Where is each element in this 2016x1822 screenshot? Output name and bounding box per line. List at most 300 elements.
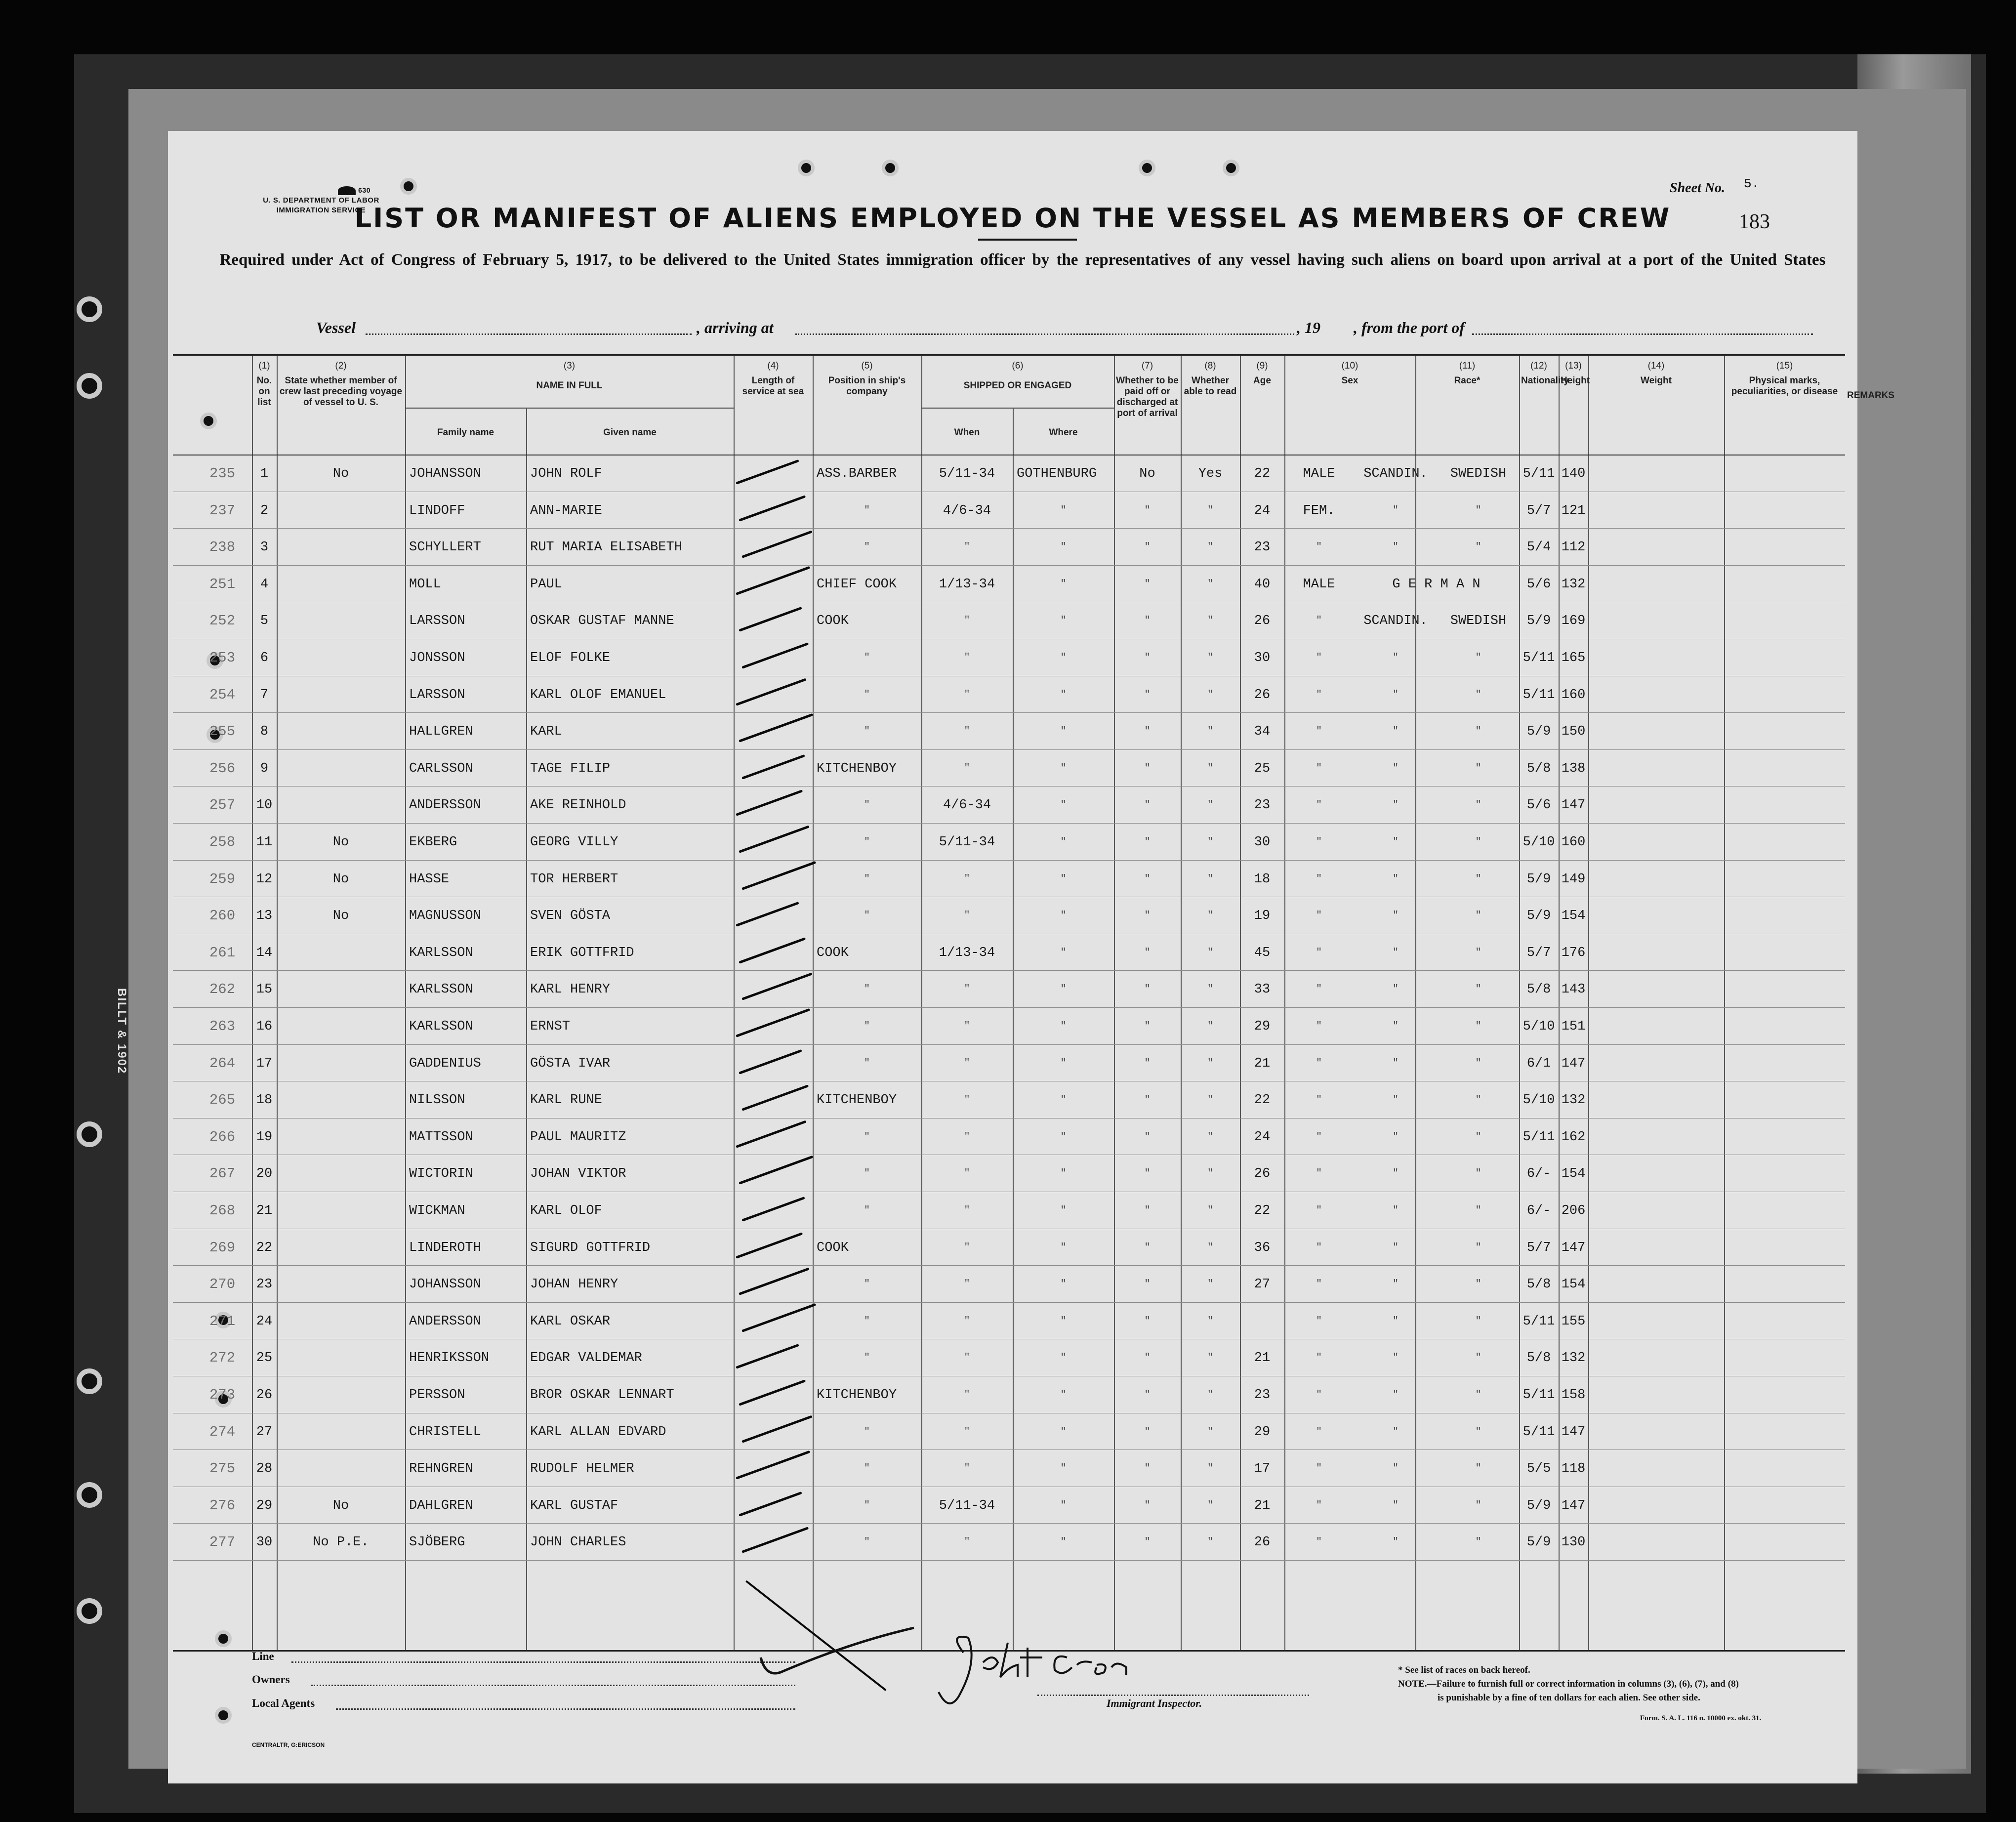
local-agents-label: Local Agents [252,1697,315,1709]
column-number: (14) [1647,361,1665,371]
weight: 154 [1561,1166,1586,1182]
sex: " [1316,873,1322,885]
weight: 165 [1561,651,1586,665]
nationality: " [1475,799,1481,811]
nationality: " [1475,947,1481,958]
punch-hole [882,160,899,176]
able-to-read: " [1207,1094,1213,1106]
vessel-label: Vessel [316,319,356,336]
shipped-when: 4/6-34 [943,503,991,518]
row-number: 6 [260,651,269,665]
sex: " [1316,541,1322,553]
row-divider [173,1449,1845,1450]
shipped-where: " [1060,836,1067,848]
row-ink-number: 277 [209,1534,236,1551]
sex: " [1316,1131,1322,1143]
able-to-read: " [1207,1426,1213,1438]
row-number: 2 [260,503,269,518]
able-to-read: " [1207,1021,1213,1032]
service-check-mark [741,531,813,558]
age: 22 [1254,1203,1271,1218]
paid-off: " [1144,689,1151,701]
weight: 132 [1561,577,1586,592]
age: 22 [1254,466,1271,481]
weight: 118 [1561,1461,1586,1477]
row-ink-number: 258 [209,834,236,850]
port-field[interactable] [1472,333,1813,335]
row-divider [173,1044,1845,1045]
position: " [864,689,870,701]
family-name: ANDERSSON [409,1314,481,1329]
weight: 147 [1561,798,1586,813]
weight: 132 [1561,1351,1586,1366]
row-number: 15 [256,982,273,997]
race: " [1392,1389,1399,1401]
given-name: KARL GUSTAF [530,1498,618,1513]
paid-off: " [1144,1242,1151,1253]
height: 5/6 [1526,577,1551,592]
sheet-label: Sheet No. [1670,180,1725,196]
given-name: EDGAR VALDEMAR [530,1351,642,1366]
race: " [1392,873,1399,885]
race: " [1392,947,1399,958]
position: " [864,1057,870,1069]
nationality: " [1475,1279,1481,1290]
position: " [864,1168,870,1180]
race: " [1392,1021,1399,1032]
given-name: GÖSTA IVAR [530,1056,611,1071]
nationality: " [1475,504,1481,516]
row-ink-number: 256 [209,760,236,777]
position: " [864,1021,870,1032]
shipped-when: " [964,541,970,553]
given-name: JOHN ROLF [530,466,602,481]
paid-off: " [1144,578,1151,590]
given-name: KARL OLOF EMANUEL [530,687,666,703]
position: COOK [817,1240,849,1255]
nationality: " [1475,1426,1481,1438]
sex: " [1316,1057,1322,1069]
form-number: 630 [358,186,370,194]
service-check-mark [741,754,805,780]
row-divider [173,1265,1845,1266]
owners-label: Owners [252,1673,290,1686]
header-divider [173,455,1845,456]
paid-off: " [1144,504,1151,516]
age: 22 [1254,1093,1271,1108]
weight: 155 [1561,1314,1586,1329]
shipped-when: " [964,1279,970,1290]
service-check-mark [739,826,810,853]
height: 5/7 [1526,945,1551,960]
line-field[interactable] [291,1661,795,1663]
height: 5/9 [1526,909,1551,924]
row-number: 17 [256,1056,273,1071]
age: 26 [1254,1166,1271,1182]
sex: " [1316,615,1322,627]
races-note: * See list of races on back hereof. [1398,1665,1530,1675]
position: " [864,504,870,516]
paid-off: " [1144,1021,1151,1032]
subcolumn-header: Where [1049,427,1078,438]
weight: 132 [1561,1093,1586,1108]
paid-off: " [1144,1389,1151,1401]
row-ink-number: 257 [209,797,236,814]
column-number: (11) [1459,361,1476,371]
height: 5/11 [1522,1314,1555,1329]
able-to-read: " [1207,1205,1213,1216]
row-number: 25 [256,1351,273,1366]
sex: " [1316,1463,1322,1475]
race: " [1392,1352,1399,1364]
previous-voyage: No [332,871,349,887]
column-header: Age [1253,375,1271,386]
given-name: JOHN CHARLES [530,1535,626,1550]
race: " [1392,799,1399,811]
column-number: (2) [335,361,347,371]
owners-field[interactable] [311,1685,795,1686]
shipped-where: " [1060,615,1067,627]
row-divider [173,970,1845,971]
height: 5/6 [1526,798,1551,813]
given-name: BROR OSKAR LENNART [530,1388,674,1403]
able-to-read: " [1207,1352,1213,1364]
race: " [1392,1131,1399,1143]
height: 5/9 [1526,1535,1551,1550]
row-divider [173,860,1845,861]
nationality: " [1475,1389,1481,1401]
shipped-when: " [964,1057,970,1069]
paid-off: " [1144,1315,1151,1327]
sex: " [1316,689,1322,701]
row-ink-number: 255 [209,723,236,740]
arriving-field[interactable] [795,333,1294,335]
weight: 160 [1561,687,1586,703]
family-name: KARLSSON [409,945,473,960]
paid-off: " [1144,1463,1151,1475]
service-check-mark [741,1197,805,1222]
shipped-when: " [964,1168,970,1180]
race: " [1392,726,1399,738]
service-check-mark [736,790,803,817]
nationality: " [1475,1242,1481,1253]
column-header: Race* [1454,375,1481,386]
row-number: 18 [256,1093,273,1108]
family-name: CARLSSON [409,761,473,776]
column-divider [277,356,278,1650]
shipped-when: 5/11-34 [939,466,995,481]
given-name: ERIK GOTTFRID [530,945,634,960]
shipped-when: 1/13-34 [939,577,995,592]
age: 30 [1254,835,1271,850]
agency-name: U. S. DEPARTMENT OF LABOR [263,196,379,205]
shipped-where: " [1060,1205,1067,1216]
previous-voyage: No [332,909,349,924]
paid-off: " [1144,762,1151,774]
family-name: JOHANSSON [409,1277,481,1292]
race: " [1392,1463,1399,1475]
manifest-page [168,131,1895,1783]
page-title: LIST OR MANIFEST OF ALIENS EMPLOYED ON THE VESSEL AS MEMBERS OF CREW [354,203,1671,234]
age: 30 [1254,651,1271,665]
row-divider [173,528,1845,529]
shipped-where: " [1060,504,1067,516]
side-stamp: BILLT & 1902 [115,988,128,1075]
row-number: 24 [256,1314,273,1329]
sex: " [1316,1021,1322,1032]
line-label: Line [252,1650,274,1662]
row-number: 22 [256,1240,273,1255]
shipped-when: " [964,1536,970,1548]
shipped-when: 4/6-34 [943,798,991,813]
sex: " [1316,1352,1322,1364]
row-number: 7 [260,687,269,703]
age: 26 [1254,614,1271,629]
sex: " [1316,1168,1322,1180]
footer-notes [1398,1663,1843,1705]
shipped-where: " [1060,689,1067,701]
given-name: KARL OSKAR [530,1314,611,1329]
binder-hole [77,373,102,399]
given-name: GEORG VILLY [530,835,618,850]
column-number: (4) [767,361,779,371]
height: 5/9 [1526,724,1551,740]
race: " [1392,1426,1399,1438]
column-divider [405,356,406,1650]
paid-off: " [1144,1499,1151,1511]
sex: " [1316,1389,1322,1401]
able-to-read: " [1207,1463,1213,1475]
row-ink-number: 275 [209,1460,236,1477]
able-to-read: " [1207,1131,1213,1143]
shipped-when: 5/11-34 [939,1498,995,1513]
nationality: SWEDISH [1450,466,1507,481]
paid-off: " [1144,1536,1151,1548]
paid-off: " [1144,799,1151,811]
previous-voyage: No P.E. [313,1535,369,1550]
shipped-where: " [1060,1426,1067,1438]
position: " [864,726,870,738]
given-name: OSKAR GUSTAF MANNE [530,614,674,629]
family-name: LINDOFF [409,503,465,518]
shipped-where: " [1060,1021,1067,1032]
column-number: (13) [1565,361,1582,371]
height: 5/7 [1526,503,1551,518]
paid-off: " [1144,910,1151,922]
race: " [1392,1205,1399,1216]
family-name: HASSE [409,871,450,887]
weight: 151 [1561,1019,1586,1034]
row-divider [173,823,1845,824]
column-number: (5) [861,361,873,371]
paid-off: " [1144,873,1151,885]
row-number: 12 [256,871,273,887]
able-to-read: " [1207,799,1213,811]
shipped-when: " [964,910,970,922]
column-number: (9) [1256,361,1268,371]
position: " [864,1536,870,1548]
subcolumn-header: Family name [437,427,494,438]
family-name: MATTSSON [409,1129,473,1145]
shipped-when: " [964,652,970,663]
position: " [864,1499,870,1511]
shipped-when: 1/13-34 [939,945,995,960]
nationality: " [1475,762,1481,774]
weight: 154 [1561,1277,1586,1292]
position: " [864,873,870,885]
inspector-signature [751,1623,1344,1722]
row-ink-number: 270 [209,1276,236,1293]
penalty-note-cont: is punishable by a fine of ten dollars for each alien. See other side. [1438,1693,1700,1703]
height: 6/- [1526,1166,1551,1182]
given-name: KARL HENRY [530,982,611,997]
form-code: Form. S. A. L. 116 n. 10000 ex. okt. 31. [1640,1714,1762,1722]
binder-hole [77,1482,102,1508]
given-name: RUT MARIA ELISABETH [530,540,682,555]
service-check-mark [736,1232,803,1259]
service-check-mark [736,902,799,927]
subcolumn-header: When [954,427,980,438]
shipped-when: " [964,1205,970,1216]
row-number: 19 [256,1129,273,1145]
shipped-where: " [1060,910,1067,922]
penalty-note: NOTE.—Failure to furnish full or correct information in columns (3), (6), (7), and (8) [1398,1679,1739,1689]
row-number: 16 [256,1019,273,1034]
weight: 149 [1561,871,1586,887]
service-check-mark [736,566,810,595]
able-to-read: " [1207,1536,1213,1548]
row-divider [173,1302,1845,1303]
nationality: " [1475,689,1481,701]
row-ink-number: 259 [209,870,236,887]
family-name: WICTORIN [409,1166,473,1182]
shipped-when: " [964,762,970,774]
nationality: " [1475,1021,1481,1032]
shipped-where: " [1060,1315,1067,1327]
row-ink-number: 274 [209,1423,236,1440]
service-check-mark [736,1450,810,1480]
row-divider [173,786,1845,787]
able-to-read: Yes [1198,466,1223,481]
weight: 147 [1561,1240,1586,1255]
height: 5/9 [1526,614,1551,629]
position: CHIEF COOK [817,577,897,592]
position: KITCHENBOY [817,1093,897,1108]
service-check-mark [741,1303,816,1332]
given-name: PAUL [530,577,562,592]
race: " [1392,1057,1399,1069]
shipped-where: " [1060,1242,1067,1253]
family-name: CHRISTELL [409,1424,481,1440]
able-to-read: " [1207,984,1213,995]
service-check-mark [741,1084,809,1111]
service-check-mark [741,1527,809,1554]
row-ink-number: 272 [209,1350,236,1366]
family-name: MOLL [409,577,441,592]
given-name: KARL RUNE [530,1093,602,1108]
age: 36 [1254,1240,1271,1255]
weight: 206 [1561,1203,1586,1218]
weight: 158 [1561,1388,1586,1403]
service-check-mark [739,607,802,632]
shipped-when: " [964,984,970,995]
sex: " [1316,1094,1322,1106]
title-underline [978,239,1077,241]
age: 17 [1254,1461,1271,1477]
nationality: " [1475,541,1481,553]
given-name: KARL ALLAN EDVARD [530,1424,666,1440]
vessel-field[interactable] [366,333,692,335]
nationality: " [1475,652,1481,663]
age: 26 [1254,687,1271,703]
row-divider [173,1560,1845,1561]
paid-off: " [1144,615,1151,627]
height: 5/10 [1522,1019,1555,1034]
paid-off: " [1144,1168,1151,1180]
column-header: Whether to be paid off or discharged at port of arrival [1116,375,1179,418]
weight: 140 [1561,466,1586,481]
family-name: GADDENIUS [409,1056,481,1071]
column-header: Sex [1341,375,1358,386]
able-to-read: " [1207,689,1213,701]
sex: " [1316,1536,1322,1548]
sex: " [1316,1242,1322,1253]
position: " [864,910,870,922]
weight: 147 [1561,1424,1586,1440]
able-to-read: " [1207,1499,1213,1511]
service-check-mark [736,678,807,705]
paid-off: " [1144,1279,1151,1290]
shipped-where: " [1060,726,1067,738]
sex: " [1316,984,1322,995]
given-name: JOHAN VIKTOR [530,1166,626,1182]
able-to-read: " [1207,836,1213,848]
column-number: (7) [1141,361,1153,371]
punch-hole [1223,160,1239,176]
height: 5/10 [1522,835,1555,850]
position: " [864,984,870,995]
family-name: MAGNUSSON [409,909,481,924]
service-check-mark [739,1268,810,1295]
given-name: SIGURD GOTTFRID [530,1240,651,1255]
row-divider [173,1523,1845,1524]
position: " [864,1205,870,1216]
sex: " [1316,1426,1322,1438]
previous-voyage: No [332,1498,349,1513]
race: " [1392,910,1399,922]
row-ink-number: 237 [209,502,236,519]
nationality: " [1475,873,1481,885]
height: 5/11 [1522,651,1555,665]
height: 5/11 [1522,466,1555,481]
binder-hole [77,1598,102,1624]
sex: MALE [1303,466,1335,481]
age: 21 [1254,1498,1271,1513]
subcolumn-header: Given name [603,427,657,438]
weight: 112 [1561,540,1586,555]
shipped-where: " [1060,1499,1067,1511]
nationality: " [1475,1463,1481,1475]
race: " [1392,689,1399,701]
local-agents-field[interactable] [336,1708,795,1710]
family-name: HALLGREN [409,724,473,740]
shipped-when: " [964,1352,970,1364]
row-number: 10 [256,798,273,813]
race: " [1392,541,1399,553]
punch-hole [215,1707,232,1724]
age: 23 [1254,1388,1271,1403]
given-name: TAGE FILIP [530,761,611,776]
